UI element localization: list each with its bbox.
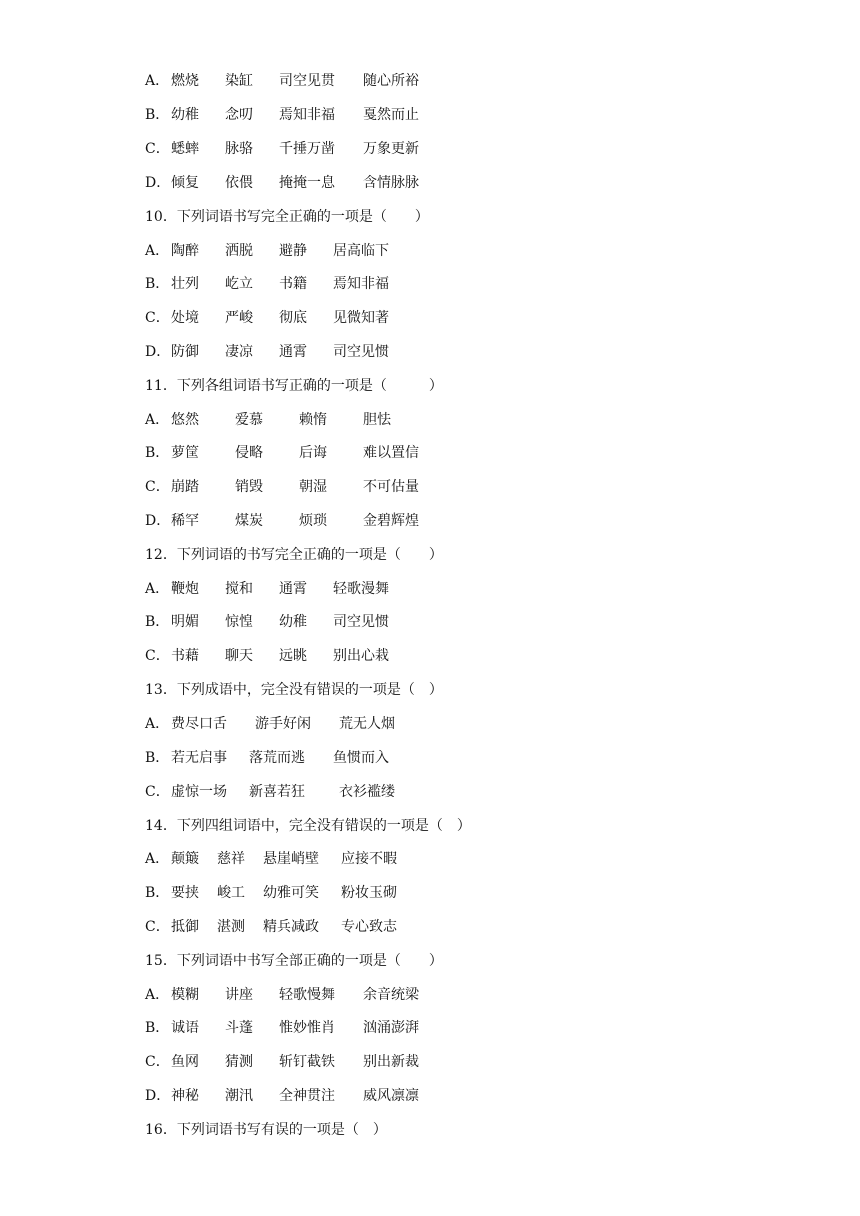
option-word: 精兵减政	[263, 919, 319, 935]
option-word: 费尽口舌	[171, 716, 227, 732]
option-label: B．	[145, 885, 170, 901]
option-word: 幼稚	[279, 614, 307, 630]
option-word: 凄凉	[225, 344, 253, 360]
question-stem	[145, 545, 443, 565]
option-word: 染缸	[225, 73, 253, 89]
option-word: 依偎	[225, 175, 253, 191]
option-word: 彻底	[279, 310, 307, 326]
option-word: 轻歌慢舞	[279, 987, 335, 1003]
option-label: A．	[145, 987, 170, 1003]
option-word: 焉知非福	[279, 107, 335, 123]
option-label: B．	[145, 445, 170, 461]
option-word: 焉知非福	[333, 276, 389, 292]
option-word: 处境	[171, 310, 199, 326]
option-word: 司空见惯	[333, 344, 389, 360]
option-label: A．	[145, 581, 170, 597]
option-word: 远眺	[279, 648, 307, 664]
question-stem	[145, 1120, 387, 1140]
answer-option	[145, 1018, 471, 1038]
option-word: 鱼网	[171, 1054, 199, 1070]
option-word: 荒无人烟	[339, 716, 395, 732]
option-word: 掩掩一息	[279, 175, 335, 191]
option-word: 新喜若狂	[249, 784, 305, 800]
answer-option	[145, 782, 471, 802]
answer-option	[145, 985, 471, 1005]
option-label: C．	[145, 479, 170, 495]
option-word: 爱慕	[235, 412, 263, 428]
option-word: 书籍	[279, 276, 307, 292]
question-stem	[145, 207, 429, 227]
option-word: 屹立	[225, 276, 253, 292]
option-word: 惊惶	[225, 614, 253, 630]
answer-option	[145, 342, 471, 362]
option-word: 含情脉脉	[363, 175, 419, 191]
option-word: 悬崖峭壁	[263, 851, 319, 867]
question-stem	[145, 816, 471, 836]
answer-option	[145, 477, 471, 497]
option-word: 专心致志	[341, 919, 397, 935]
option-label: C．	[145, 310, 170, 326]
option-word: 衣衫褴缕	[339, 784, 395, 800]
option-word: 猜测	[225, 1054, 253, 1070]
option-word: 念叨	[225, 107, 253, 123]
option-word: 粉妆玉砌	[341, 885, 397, 901]
option-word: 颠簸	[171, 851, 199, 867]
question-text: 11．下列各组词语书写正确的一项是（ ）	[145, 378, 443, 394]
option-word: 万象更新	[363, 141, 419, 157]
option-word: 惟妙惟肖	[279, 1020, 335, 1036]
question-stem	[145, 376, 443, 396]
option-word: 别出新裁	[363, 1054, 419, 1070]
question-text: 12．下列词语的书写完全正确的一项是（ ）	[145, 547, 443, 563]
option-word: 脉骆	[225, 141, 253, 157]
option-label: B．	[145, 276, 170, 292]
option-label: B．	[145, 107, 170, 123]
option-label: C．	[145, 1054, 170, 1070]
option-word: 通霄	[279, 581, 307, 597]
answer-option	[145, 71, 471, 91]
option-word: 慈祥	[217, 851, 245, 867]
option-word: 斗蓬	[225, 1020, 253, 1036]
option-label: C．	[145, 141, 170, 157]
option-word: 全神贯注	[279, 1088, 335, 1104]
option-word: 赖惰	[299, 412, 327, 428]
answer-option	[145, 410, 471, 430]
option-word: 稀罕	[171, 513, 199, 529]
option-word: 威风凛凛	[363, 1088, 419, 1104]
option-word: 幼稚	[171, 107, 199, 123]
answer-option	[145, 173, 471, 193]
option-label: A．	[145, 412, 170, 428]
option-word: 若无启事	[171, 750, 227, 766]
option-word: 鱼惯而入	[333, 750, 389, 766]
answer-option	[145, 646, 471, 666]
option-label: C．	[145, 784, 170, 800]
answer-option	[145, 443, 471, 463]
option-word: 神秘	[171, 1088, 199, 1104]
option-word: 难以置信	[363, 445, 419, 461]
option-word: 崩踏	[171, 479, 199, 495]
option-word: 司空见贯	[279, 73, 335, 89]
option-word: 讲座	[225, 987, 253, 1003]
question-stem	[145, 680, 443, 700]
option-label: B．	[145, 614, 170, 630]
option-word: 书藉	[171, 648, 199, 664]
option-word: 陶醉	[171, 243, 199, 259]
option-word: 落荒而逃	[249, 750, 305, 766]
option-word: 壮列	[171, 276, 199, 292]
answer-option	[145, 139, 471, 159]
option-word: 要挟	[171, 885, 199, 901]
option-word: 胆怯	[363, 412, 391, 428]
option-word: 斩钉截铁	[279, 1054, 335, 1070]
answer-option	[145, 1052, 471, 1072]
option-word: 别出心栽	[333, 648, 389, 664]
option-word: 汹涌澎湃	[363, 1020, 419, 1036]
option-word: 抵御	[171, 919, 199, 935]
answer-option	[145, 1086, 471, 1106]
option-label: D．	[145, 1088, 171, 1104]
option-word: 通霄	[279, 344, 307, 360]
option-word: 金碧辉煌	[363, 513, 419, 529]
answer-option	[145, 883, 471, 903]
option-word: 应接不暇	[341, 851, 397, 867]
answer-option	[145, 917, 471, 937]
option-label: C．	[145, 919, 170, 935]
question-text: 16．下列词语书写有误的一项是（ ）	[145, 1122, 387, 1138]
option-label: A．	[145, 243, 170, 259]
option-word: 司空见惯	[333, 614, 389, 630]
option-label: D．	[145, 513, 171, 529]
question-text: 14．下列四组词语中，完全没有错误的一项是（ ）	[145, 818, 471, 834]
option-word: 千捶万凿	[279, 141, 335, 157]
option-label: A．	[145, 73, 170, 89]
answer-option	[145, 579, 471, 599]
option-word: 朝湿	[299, 479, 327, 495]
option-word: 戛然而止	[363, 107, 419, 123]
answer-option	[145, 511, 471, 531]
option-word: 聊天	[225, 648, 253, 664]
option-word: 悠然	[171, 412, 199, 428]
option-label: B．	[145, 1020, 170, 1036]
option-word: 明媚	[171, 614, 199, 630]
option-label: A．	[145, 851, 170, 867]
option-word: 居高临下	[333, 243, 389, 259]
option-word: 诚语	[171, 1020, 199, 1036]
option-word: 销毁	[235, 479, 263, 495]
option-word: 峻工	[217, 885, 245, 901]
option-word: 搅和	[225, 581, 253, 597]
option-word: 侵略	[235, 445, 263, 461]
option-word: 烦琐	[299, 513, 327, 529]
option-word: 虚惊一场	[171, 784, 227, 800]
answer-option	[145, 308, 471, 328]
option-word: 严峻	[225, 310, 253, 326]
option-label: A．	[145, 716, 170, 732]
option-label: D．	[145, 344, 171, 360]
option-word: 后诲	[299, 445, 327, 461]
option-word: 煤炭	[235, 513, 263, 529]
option-word: 潮汛	[225, 1088, 253, 1104]
option-word: 蟋蟀	[171, 141, 199, 157]
option-word: 湛测	[217, 919, 245, 935]
option-word: 萝筐	[171, 445, 199, 461]
option-word: 防御	[171, 344, 199, 360]
answer-option	[145, 274, 471, 294]
option-word: 随心所裕	[363, 73, 419, 89]
option-word: 游手好闲	[255, 716, 311, 732]
option-word: 洒脱	[225, 243, 253, 259]
option-label: B．	[145, 750, 170, 766]
answer-option	[145, 714, 471, 734]
option-label: C．	[145, 648, 170, 664]
option-word: 幼雅可笑	[263, 885, 319, 901]
option-word: 鞭炮	[171, 581, 199, 597]
answer-option	[145, 849, 471, 869]
answer-option	[145, 105, 471, 125]
option-word: 燃烧	[171, 73, 199, 89]
option-word: 见微知著	[333, 310, 389, 326]
option-word: 余音统梁	[363, 987, 419, 1003]
option-word: 不可估量	[363, 479, 419, 495]
question-text: 13．下列成语中，完全没有错误的一项是（ ）	[145, 682, 443, 698]
option-word: 倾复	[171, 175, 199, 191]
answer-option	[145, 612, 471, 632]
option-word: 轻歌漫舞	[333, 581, 389, 597]
option-word: 模糊	[171, 987, 199, 1003]
option-label: D．	[145, 175, 171, 191]
answer-option	[145, 748, 471, 768]
question-stem	[145, 951, 443, 971]
question-text: 10．下列词语书写完全正确的一项是（ ）	[145, 209, 429, 225]
question-text: 15．下列词语中书写全部正确的一项是（ ）	[145, 953, 443, 969]
option-word: 避静	[279, 243, 307, 259]
answer-option	[145, 241, 471, 261]
